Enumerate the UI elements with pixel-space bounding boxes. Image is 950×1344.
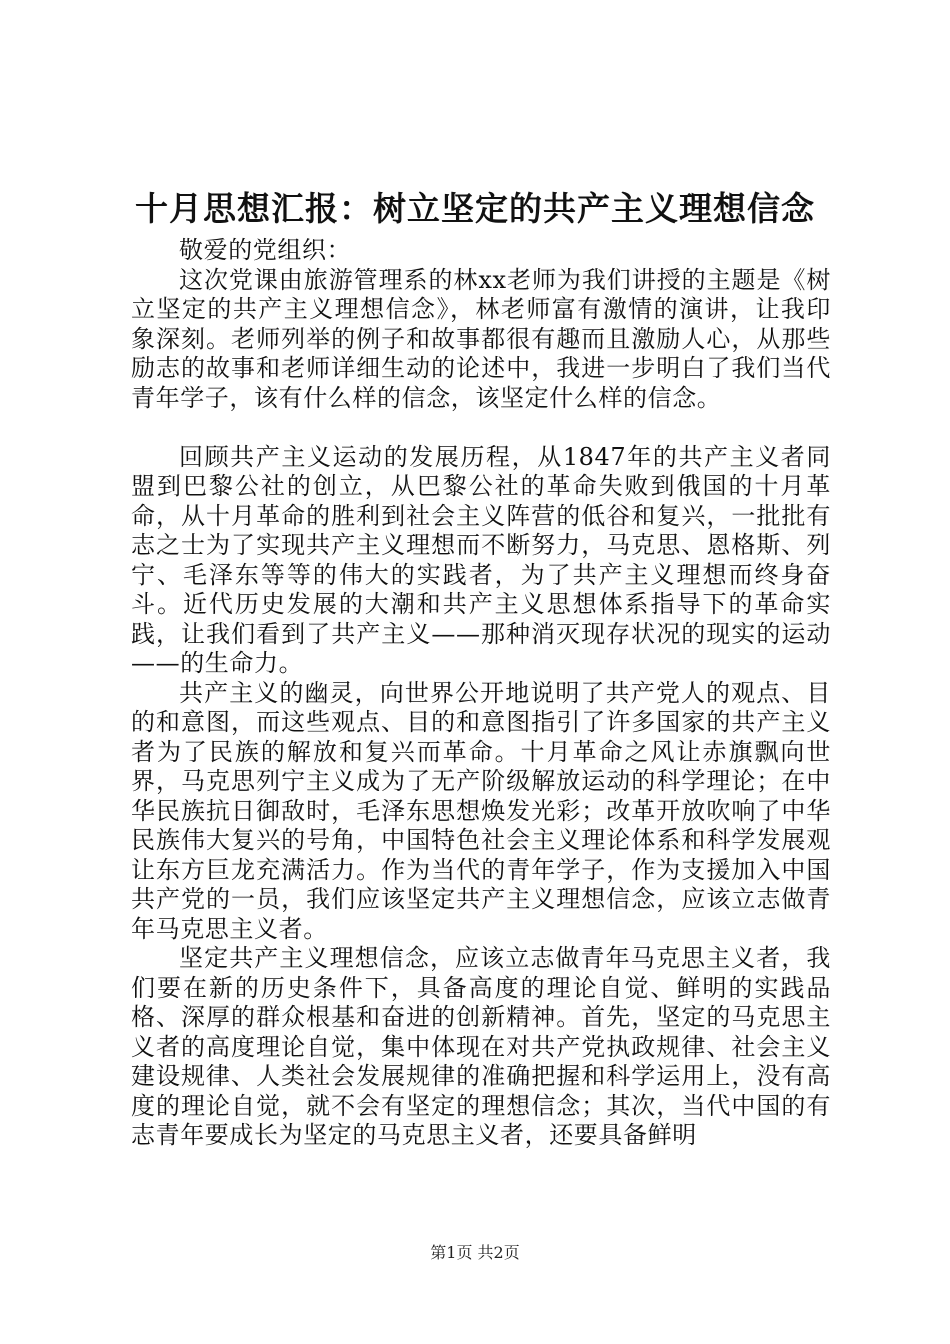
paragraph-gap (131, 413, 831, 443)
paragraph-4: 坚定共产主义理想信念，应该立志做青年马克思主义者，我们要在新的历史条件下，具备高度的理论自觉、鲜明的实践品格、深厚的群众根基和奋进的创新精神。首先，坚定的马克思主义者的高度理论自觉，集中体现在对共产党执政规律、社会主义建设规律、人类社会发展规律的准确把握和科学运用上，没有高度的理论自觉，就不会有坚定的理想信念；其次，当代中国的有志青年要成长为坚定的马克思主义者，还要具备鲜明 (131, 944, 831, 1149)
document-title: 十月思想汇报：树立坚定的共产主义理想信念 (135, 189, 815, 228)
paragraph-3: 共产主义的幽灵，向世界公开地说明了共产党人的观点、目的和意图，而这些观点、目的和意图指引了许多国家的共产主义者为了民族的解放和复兴而革命。十月革命之风让赤旗飘向世界，马克思列宁主义成为了无产阶级解放运动的科学理论；在中华民族抗日御敌时，毛泽东思想焕发光彩；改革开放吹响了中华民族伟大复兴的号角，中国特色社会主义理论体系和科学发展观让东方巨龙充满活力。作为当代的青年学子，作为支援加入中国共产党的一员，我们应该坚定共产主义理想信念，应该立志做青年马克思主义者。 (131, 678, 831, 943)
paragraph-1: 这次党课由旅游管理系的林xx老师为我们讲授的主题是《树立坚定的共产主义理想信念》，林老师富有激情的演讲，让我印象深刻。老师列举的例子和故事都很有趣而且激励人心，从那些励志的故事和老师详细生动的论述中，我进一步明白了我们当代青年学子，该有什么样的信念，该坚定什么样的信念。 (131, 265, 831, 412)
document-body (131, 236, 831, 1151)
page-footer: 第1页 共2页 (430, 1243, 520, 1262)
paragraph-2: 回顾共产主义运动的发展历程，从1847年的共产主义者同盟到巴黎公社的创立，从巴黎公社的革命失败到俄国的十月革命，从十月革命的胜利到社会主义阵营的低谷和复兴，一批批有志之士为了实现共产主义理想而不断努力，马克思、恩格斯、列宁、毛泽东等等的伟大的实践者，为了共产主义理想而终身奋斗。近代历史发展的大潮和共产主义思想体系指导下的革命实践，让我们看到了共产主义——那种消灭现存状况的现实的运动——的生命力。 (131, 442, 831, 677)
salutation: 敬爱的党组织： (179, 236, 352, 264)
